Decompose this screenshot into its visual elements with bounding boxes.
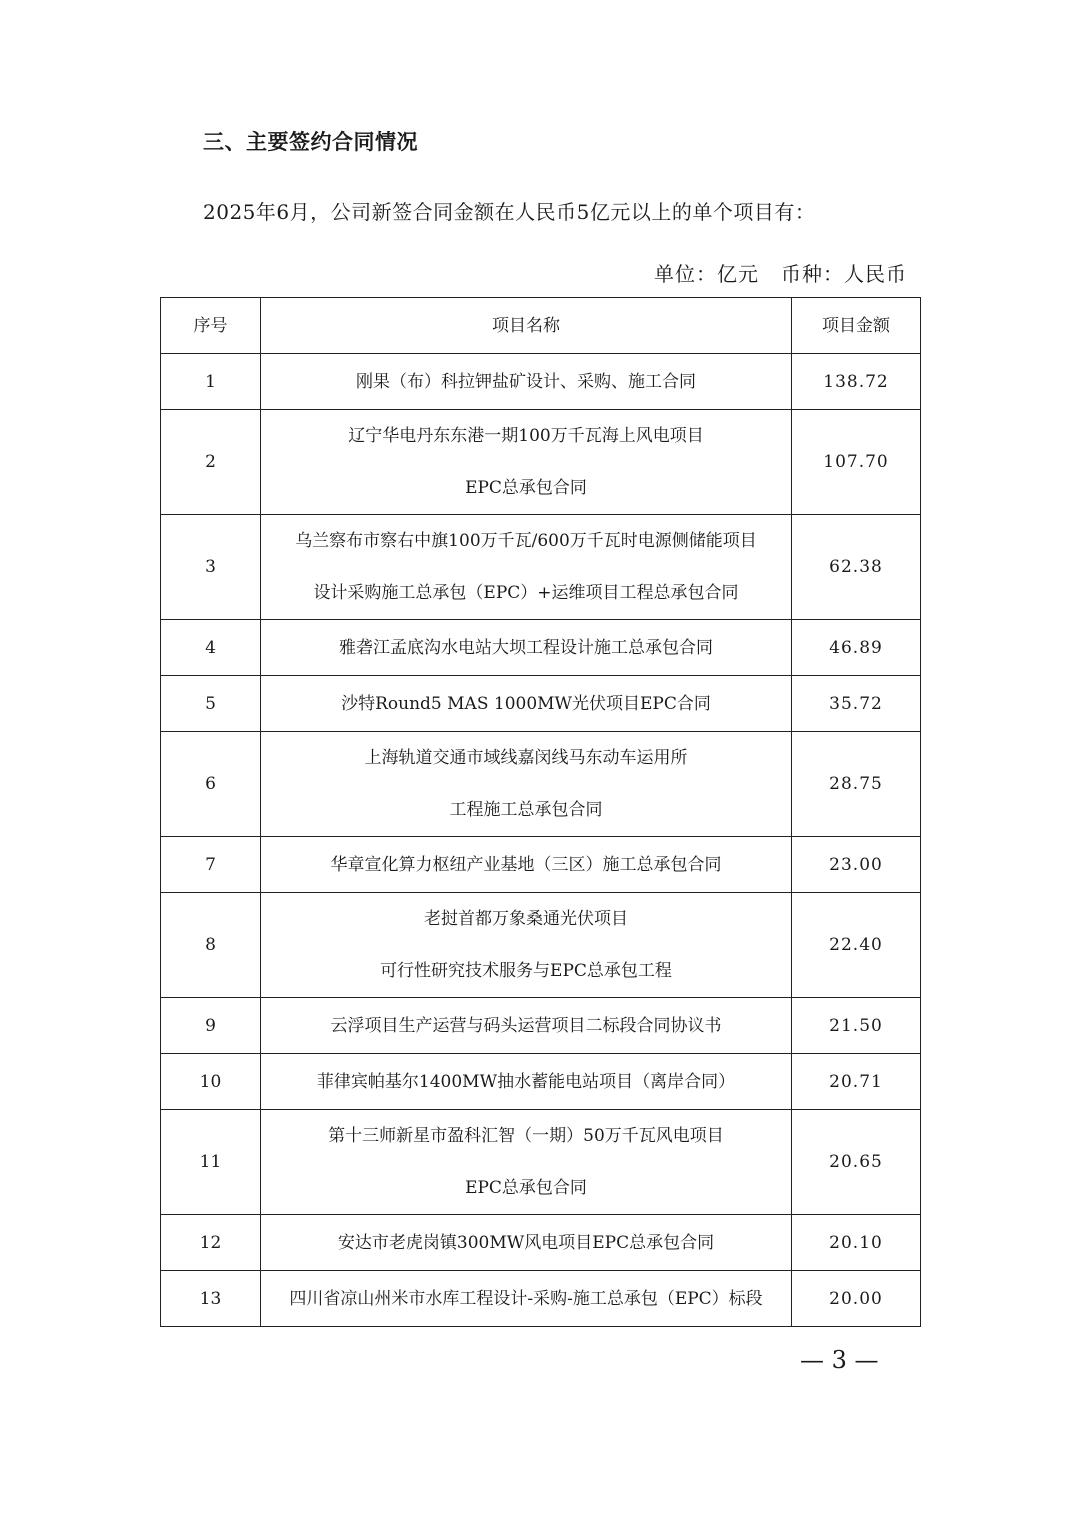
row-number: 8 [161, 893, 261, 998]
project-name [261, 837, 792, 893]
row-number: 10 [161, 1054, 261, 1110]
project-amount: 107.70 [792, 410, 921, 515]
table-row [161, 998, 921, 1054]
table-row [161, 410, 921, 515]
table-row [161, 732, 921, 837]
project-amount: 20.71 [792, 1054, 921, 1110]
project-name [261, 410, 792, 515]
project-name-line: 设计采购施工总承包（EPC）+运维项目工程总承包合同 [313, 583, 739, 603]
table-row [161, 1215, 921, 1271]
project-amount: 138.72 [792, 354, 921, 410]
currency-label: 币种：人民币 [781, 262, 907, 286]
row-number: 4 [161, 620, 261, 676]
project-name [261, 354, 792, 410]
table-row [161, 676, 921, 732]
row-number: 7 [161, 837, 261, 893]
project-name-line: EPC总承包合同 [465, 478, 587, 498]
project-name-line: 四川省凉山州米市水库工程设计-采购-施工总承包（EPC）标段 [289, 1288, 763, 1309]
project-name-line: 沙特Round5 MAS 1000MW光伏项目EPC合同 [341, 693, 711, 714]
project-name [261, 1271, 792, 1327]
row-number: 1 [161, 354, 261, 410]
project-name-line: 菲律宾帕基尔1400MW抽水蓄能电站项目（离岸合同） [316, 1071, 736, 1092]
project-name [261, 515, 792, 620]
row-number: 13 [161, 1271, 261, 1327]
row-number: 6 [161, 732, 261, 837]
project-name [261, 1054, 792, 1110]
row-number: 9 [161, 998, 261, 1054]
project-name-line: 雅砻江孟底沟水电站大坝工程设计施工总承包合同 [339, 637, 713, 658]
table-row [161, 893, 921, 998]
unit-label: 单位：亿元 [654, 262, 759, 286]
project-amount: 35.72 [792, 676, 921, 732]
row-number: 2 [161, 410, 261, 515]
project-amount: 23.00 [792, 837, 921, 893]
table-row [161, 1271, 921, 1327]
project-name-line: 华章宣化算力枢纽产业基地（三区）施工总承包合同 [330, 854, 722, 875]
unit-currency-line [654, 258, 907, 287]
project-amount: 28.75 [792, 732, 921, 837]
page-number: — 3 — [800, 1346, 879, 1374]
table-row [161, 1110, 921, 1215]
project-name [261, 893, 792, 998]
table-row [161, 837, 921, 893]
project-name [261, 620, 792, 676]
table-header-row [161, 298, 921, 354]
table-row [161, 354, 921, 410]
project-name-line: 乌兰察布市察右中旗100万千瓦/600万千瓦时电源侧储能项目 [295, 531, 757, 551]
project-name [261, 676, 792, 732]
contracts-table [160, 297, 921, 1327]
project-name-line: 刚果（布）科拉钾盐矿设计、采购、施工合同 [356, 371, 696, 392]
project-name-line: 可行性研究技术服务与EPC总承包工程 [380, 961, 672, 981]
project-name-line: 工程施工总承包合同 [449, 800, 603, 820]
project-name-line: 安达市老虎岗镇300MW风电项目EPC总承包合同 [337, 1232, 715, 1253]
project-name-line: 云浮项目生产运营与码头运营项目二标段合同协议书 [330, 1015, 722, 1036]
header-name: 项目名称 [261, 298, 792, 354]
header-amount: 项目金额 [792, 298, 921, 354]
row-number: 12 [161, 1215, 261, 1271]
project-amount: 46.89 [792, 620, 921, 676]
row-number: 11 [161, 1110, 261, 1215]
project-name-line: 上海轨道交通市域线嘉闵线马东动车运用所 [364, 748, 688, 768]
section-heading: 三、主要签约合同情况 [203, 130, 418, 154]
project-name [261, 998, 792, 1054]
project-name-line: EPC总承包合同 [465, 1178, 587, 1198]
table-row [161, 1054, 921, 1110]
table-row [161, 515, 921, 620]
project-amount: 22.40 [792, 893, 921, 998]
project-amount: 21.50 [792, 998, 921, 1054]
project-name [261, 732, 792, 837]
project-name-line: 老挝首都万象桑通光伏项目 [424, 909, 628, 929]
project-amount: 62.38 [792, 515, 921, 620]
project-name-line: 辽宁华电丹东东港一期100万千瓦海上风电项目 [348, 426, 704, 446]
header-no: 序号 [161, 298, 261, 354]
intro-text: 2025年6月，公司新签合同金额在人民币5亿元以上的单个项目有： [203, 200, 816, 224]
project-amount: 20.65 [792, 1110, 921, 1215]
project-name [261, 1215, 792, 1271]
table-row [161, 620, 921, 676]
project-amount: 20.10 [792, 1215, 921, 1271]
row-number: 5 [161, 676, 261, 732]
project-amount: 20.00 [792, 1271, 921, 1327]
project-name [261, 1110, 792, 1215]
row-number: 3 [161, 515, 261, 620]
project-name-line: 第十三师新星市盈科汇智（一期）50万千瓦风电项目 [328, 1126, 724, 1146]
